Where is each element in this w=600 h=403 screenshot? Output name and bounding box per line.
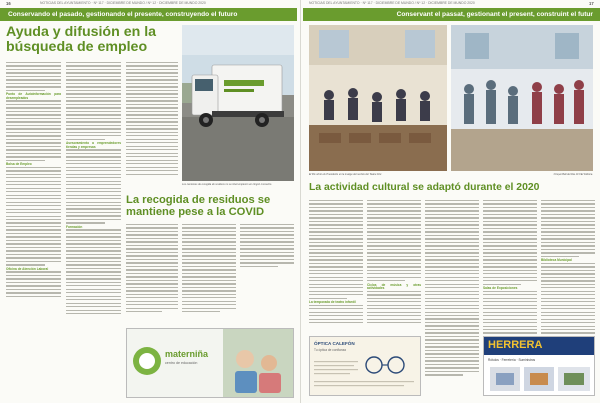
text-lines xyxy=(6,62,61,91)
right-subhead-3: Salas de Exposiciones xyxy=(483,286,518,291)
herrera-tag: Rótulos · Ferretería · Suministros xyxy=(488,358,536,362)
materninia-brand: materniña xyxy=(165,349,209,359)
article2-column-2 xyxy=(182,224,236,324)
theatre-photo xyxy=(309,25,447,171)
optica-ad-subtitle: Tu óptica de confianza xyxy=(314,348,346,352)
article2-title xyxy=(126,195,298,219)
article1-column-1 xyxy=(6,62,61,395)
right-section-band-text: Conservant el passat, gestionant el present, construint el futur xyxy=(396,11,593,18)
text-lines xyxy=(66,62,121,140)
text-lines xyxy=(425,200,479,376)
text-lines xyxy=(6,271,61,297)
article2-title-line2: mantiene pese a la COVID xyxy=(126,205,265,218)
text-lines xyxy=(66,229,121,314)
text-lines xyxy=(367,200,421,281)
right-subhead-4: Biblioteca Municipal xyxy=(541,258,572,263)
text-lines xyxy=(367,291,421,324)
text-lines xyxy=(240,224,294,267)
right-subhead-2: Ciclos de música y otras actividades xyxy=(367,282,421,291)
article1-subhead-5: Formación xyxy=(66,224,83,229)
optica-ad-title: ÓPTICA CALEFÓN xyxy=(314,341,355,346)
article2-title-line1: La recogida de residuos se xyxy=(126,194,271,206)
right-article-column-2 xyxy=(367,200,421,330)
dance-class-photo-illustration xyxy=(451,25,593,171)
article1-subhead-4: Asesoramiento a emprendedores tiendas y empresas xyxy=(66,141,121,149)
left-section-band xyxy=(0,8,297,21)
right-folio: NOTICIAS DEL AYUNTAMIENTO · Nº 117 · DICIEMBRE DE MUNDO / Nº 12 · DICIEMBRE DE MUNDO 2020 xyxy=(309,1,475,5)
herrera-brand: HERRERA xyxy=(488,339,543,351)
optica-ad-art xyxy=(310,337,421,396)
article1-column-2 xyxy=(66,62,121,395)
optica-ad xyxy=(309,336,421,396)
dance-photo-caption: Cinquè Ball del Dia 10 CEI Fàbrica. xyxy=(553,173,593,176)
left-section-band-text: Conservando el pasado, gestionando el presente, construyendo el futuro xyxy=(8,11,238,18)
text-lines xyxy=(541,200,595,257)
left-folio: NOTICIAS DEL AYUNTAMIENTO · Nº 117 · DICIEMBRE DE MUNDO / Nº 12 · DICIEMBRE DE MUNDO 2020 xyxy=(40,1,206,5)
article2-column-1 xyxy=(126,224,178,324)
truck-photo-caption: Los camiones de recogida de residuos no se interrumpieron en ningún momento. xyxy=(182,183,272,186)
article1-subhead-1: Punto de Autoinformación para desempleados xyxy=(6,92,61,100)
right-subhead-1: La temporada de teatro infantil xyxy=(309,300,356,305)
garbage-truck-photo xyxy=(182,25,294,181)
herrera-ad-art xyxy=(484,337,595,396)
article1-title-line2: búsqueda de empleo xyxy=(6,38,148,55)
right-page xyxy=(300,0,600,403)
right-page-number: 17 xyxy=(589,1,594,6)
text-lines xyxy=(126,62,178,175)
text-lines xyxy=(6,100,61,161)
text-lines xyxy=(309,305,363,324)
right-article-column-1 xyxy=(309,200,363,330)
garbage-truck-illustration xyxy=(182,25,294,181)
materninia-ad-art xyxy=(127,329,294,398)
dance-class-photo xyxy=(451,25,593,171)
right-article-column-3 xyxy=(425,200,479,396)
theatre-photo-caption: El Ple obrió els Presidents en la imatge del recinte del Teatre Flor. xyxy=(309,173,383,176)
text-lines xyxy=(126,224,178,312)
text-lines xyxy=(309,200,363,299)
materninia-tag: centro de educación xyxy=(165,361,198,365)
text-lines xyxy=(483,200,537,285)
left-page-number: 16 xyxy=(6,1,11,6)
right-section-band xyxy=(303,8,600,21)
right-article-title: La actividad cultural se adaptó durante el 2020 xyxy=(309,182,540,193)
materninia-ad xyxy=(126,328,294,398)
theatre-photo-illustration xyxy=(309,25,447,171)
herrera-ad xyxy=(483,336,595,396)
article2-column-3 xyxy=(240,224,294,324)
article1-title-line1: Ayuda y difusión en la xyxy=(6,24,157,40)
article1-title xyxy=(6,25,206,55)
article1-subhead-3: Oficina de Atención Laboral xyxy=(6,266,49,271)
text-lines xyxy=(182,224,236,312)
article1-subhead-2: Bolsa de Empleo xyxy=(6,162,32,167)
text-lines xyxy=(66,149,121,223)
article1-column-3 xyxy=(126,62,178,186)
text-lines xyxy=(6,167,61,266)
